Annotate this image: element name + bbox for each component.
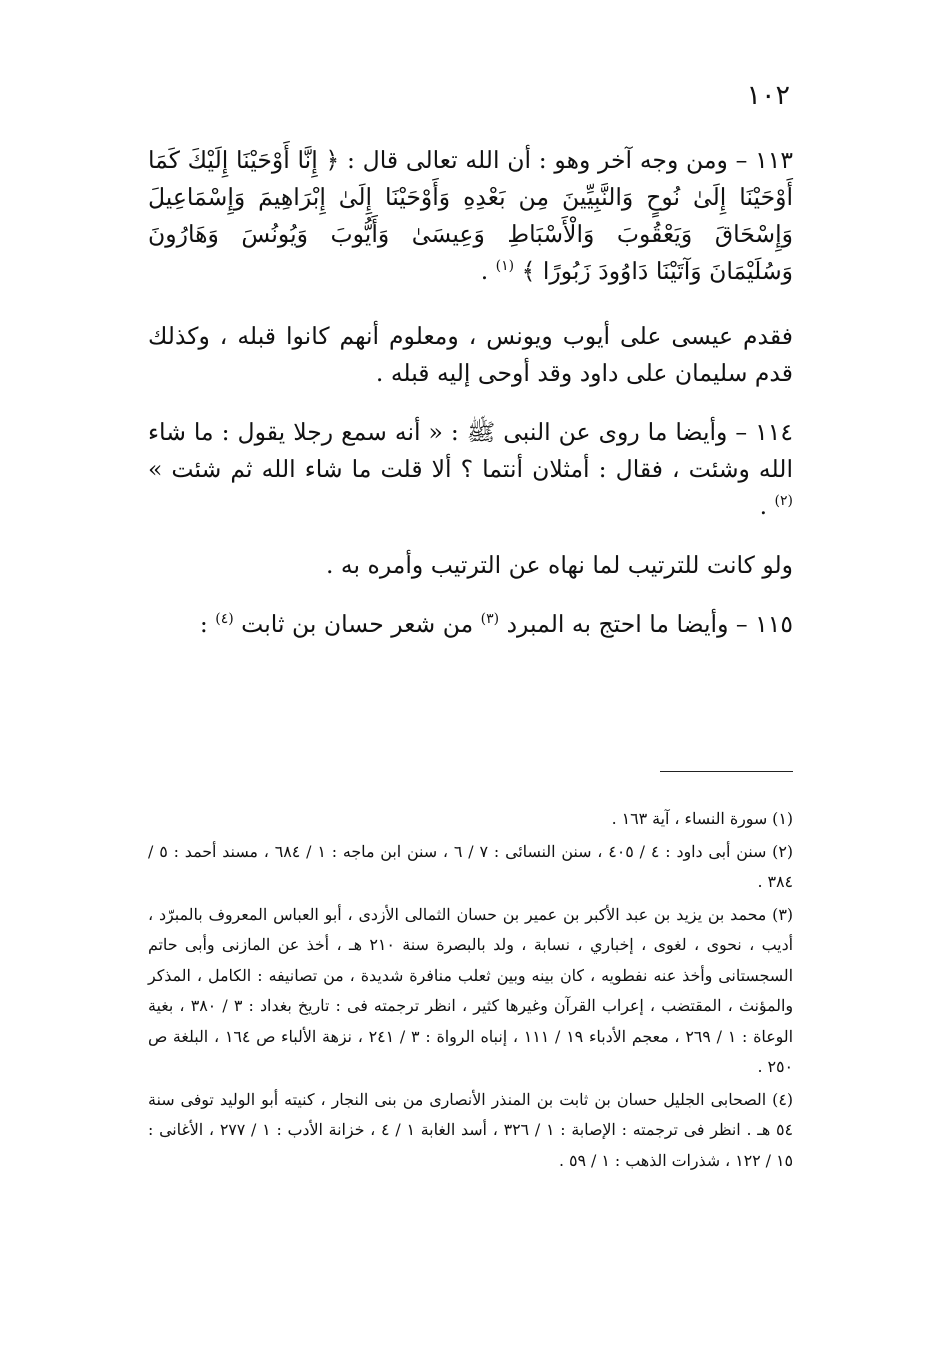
footnote-ref-1: (١)	[495, 258, 515, 275]
paragraph-commentary-1: فقدم عيسى على أيوب ويونس ، ومعلوم أنهم كانوا قبله ، وكذلك قدم سليمان على داود وقد أوحى إليه قبله .	[148, 322, 793, 387]
paragraph-113	[148, 142, 793, 290]
paragraph-intro: – ومن وجه آخر وهو : أن الله تعالى قال :	[339, 146, 756, 174]
paragraph-tail: :	[199, 610, 216, 638]
main-text	[148, 142, 793, 643]
paragraph-115	[148, 606, 793, 643]
footnote-1: (١) سورة النساء ، آية ١٦٣ .	[611, 809, 793, 828]
footnote-ref-2: (٢)	[774, 493, 793, 510]
footnote-ref-3: (٣)	[480, 611, 500, 628]
footnote-ref-4: (٤)	[215, 611, 234, 628]
paragraph-tail: .	[759, 492, 775, 520]
footnote-3: (٣) محمد بن يزيد بن عبد الأكبر بن عمير بن حسان الثمالى الأزدى ، أبو العباس المعروف بالمبرّد ، أديب ، نحوى ، لغوى ، إخباري ، نسابة ، ولد بالبصرة سنة ٢١٠ هـ ، أخذ عن المازنى وأبى حاتم السجستانى وأخذ عنه نفطويه ، كان بينه وبين ثعلب منافرة شديدة ، من تصانيفه : الكامل ، المذكر والمؤنث ، المقتضب ، إعراب القرآن وغيرها كثير ، انظر ترجمته فى : تاريخ بغداد : ٣ / ٣٨٠ ، بغية الوعاة : ١ / ٢٦٩ ، معجم الأدباء ١٩ / ١١١ ، إنباه الرواة : ٣ / ٢٤١ ، نزهة الألباء ص ١٦٤ ، البلغة ص ٢٥٠ .	[148, 904, 793, 1076]
paragraph-tail: .	[480, 257, 496, 285]
footnote-divider	[660, 771, 793, 772]
footnote-2: (٢) سنن أبى داود : ٤ / ٤٠٥ ، سنن النسائى : ٧ / ٦ ، سنن ابن ماجه : ١ / ٦٨٤ ، مسند أحمد : ٥ / ٣٨٤ .	[148, 841, 793, 891]
footnotes	[148, 804, 793, 1176]
footnote-4: (٤) الصحابى الجليل حسان بن ثابت بن المنذر الأنصارى من بنى النجار ، كنيته أبو الوليد توفى سنة ٥٤ هـ . انظر فى ترجمته : الإصابة : ١ / ٣٢٦ ، أسد الغابة ١ / ٤ ، خزانة الأدب : ١ / ٢٧٧ ، الأغانى : ١٥ / ١٢٢ ، شذرات الذهب : ١ / ٥٩ .	[148, 1089, 793, 1170]
paragraph-text: – وأيضا ما احتج به المبرد	[499, 610, 756, 638]
paragraph-text: – وأيضا ما روى عن النبى ﷺ : « أنه سمع رجلا يقول : ما شاء الله وشئت ، فقال : أمثلان أنتما ؟ ألا قلت ما شاء الله ثم شئت »	[148, 418, 793, 483]
paragraph-commentary-2: ولو كانت للترتيب لما نهاه عن الترتيب وأمره به .	[325, 551, 793, 579]
paragraph-number: ١١٥	[755, 610, 793, 638]
paragraph-number: ١١٤	[755, 418, 793, 446]
paragraph-text-2: من شعر حسان بن ثابت	[233, 610, 481, 638]
quran-verse: ﴿ إِنَّا أَوْحَيْنَا إِلَيْكَ كَمَا أَوْحَيْنَا إِلَىٰ نُوحٍ وَالنَّبِيِّينَ مِن بَعْدِهِ وَأَوْحَيْنَا إِلَىٰ إِبْرَاهِيمَ وَإِسْمَاعِيلَ وَإِسْحَاقَ وَيَعْقُوبَ وَالْأَسْبَاطِ وَعِيسَىٰ وَأَيُّوبَ وَيُونُسَ وَهَارُونَ وَسُلَيْمَانَ وَآتَيْنَا دَاوُودَ زَبُورًا ﴾	[148, 146, 793, 285]
page-number: ١٠٢	[746, 80, 790, 111]
paragraph-number: ١١٣	[755, 146, 793, 174]
paragraph-114	[148, 414, 793, 525]
